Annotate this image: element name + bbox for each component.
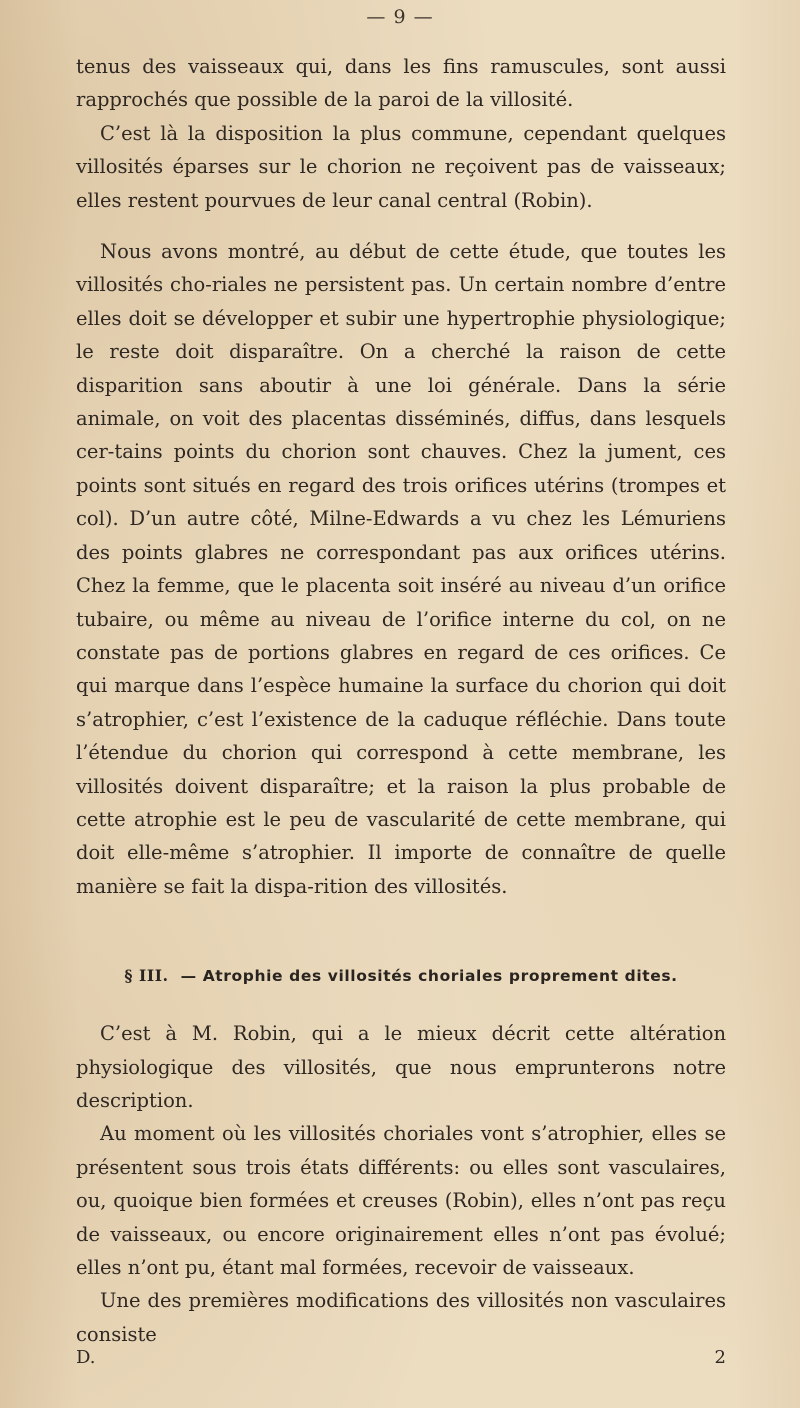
section-gap bbox=[76, 989, 726, 1017]
paragraph: C’est là la disposition la plus commune, cependant quelques villosités éparses sur le chorion ne reçoivent pas de vaisseaux; elles restent pourvues de leur canal central (Robin). bbox=[76, 121, 726, 212]
section-number: § III. bbox=[124, 966, 169, 986]
section-dash: — bbox=[180, 967, 197, 986]
section-title: Atrophie des villosités choriales proprement dites. bbox=[202, 967, 678, 986]
paragraph-gap bbox=[76, 217, 726, 235]
page-number: — 9 — bbox=[366, 6, 434, 28]
signature-line bbox=[76, 1345, 726, 1371]
body-text bbox=[76, 50, 726, 1371]
paragraph-continuation: tenus des vaisseaux qui, dans les fins ramuscules, sont aussi rapprochés que possible de la paroi de la villosité. bbox=[76, 55, 726, 112]
paragraph: C’est à M. Robin, qui a le mieux décrit cette altération physiologique des villosités, que nous emprunterons notre description. bbox=[76, 1022, 726, 1112]
section-gap bbox=[76, 903, 726, 963]
paragraph: Nous avons montré, au début de cette étude, que toutes les villosités cho-riales ne persistent pas. Un certain nombre d’entre elles doit se développer et subir une hypertrophie physiologique; le reste doit disparaître. On a cherché la raison de cette disparition sans aboutir à une loi générale. Dans la série animale, on voit des placentas disséminés, diffus, dans lesquels cer-tains points du chorion sont chauves. Chez la jument, ces points sont situés en regard des trois orifices utérins (trompes et col). D’un autre côté, Milne-Edwards a vu chez les Lémuriens des points glabres ne correspondant pas aux orifices utérins. Chez la femme, que le placenta soit inséré au niveau d’un orifice tubaire, ou même au niveau de l’orifice interne du col, on ne constate pas de portions glabres en regard de ces orifices. Ce qui marque dans l’espèce humaine la surface du chorion qui doit s’atrophier, c’est l’existence de la caduque réfléchie. Dans toute l’étendue du chorion qui correspond à cette membrane, les villosités doivent disparaître; et la raison la plus probable de cette atrophie est le peu de vascularité de cette membrane, qui doit elle-même s’atrophier. Il importe de connaître de quelle manière se fait la dispa-rition des villosités. bbox=[76, 240, 726, 898]
paragraph: Une des premières modifications des villosités non vasculaires consiste bbox=[76, 1289, 726, 1346]
section-heading bbox=[76, 963, 726, 989]
paragraph: Au moment où les villosités choriales vont s’atrophier, elles se présentent sous trois états différents: ou elles sont vasculaires, ou, quoique bien formées et creuses (Robin), elles n’ont pas reçu de vaisseaux, ou encore originairement elles n’ont pas évolué; elles n’ont pu, étant mal formées, recevoir de vaisseaux. bbox=[76, 1122, 726, 1279]
signature-number: 2 bbox=[714, 1347, 726, 1369]
signature-mark: D. bbox=[76, 1347, 96, 1369]
